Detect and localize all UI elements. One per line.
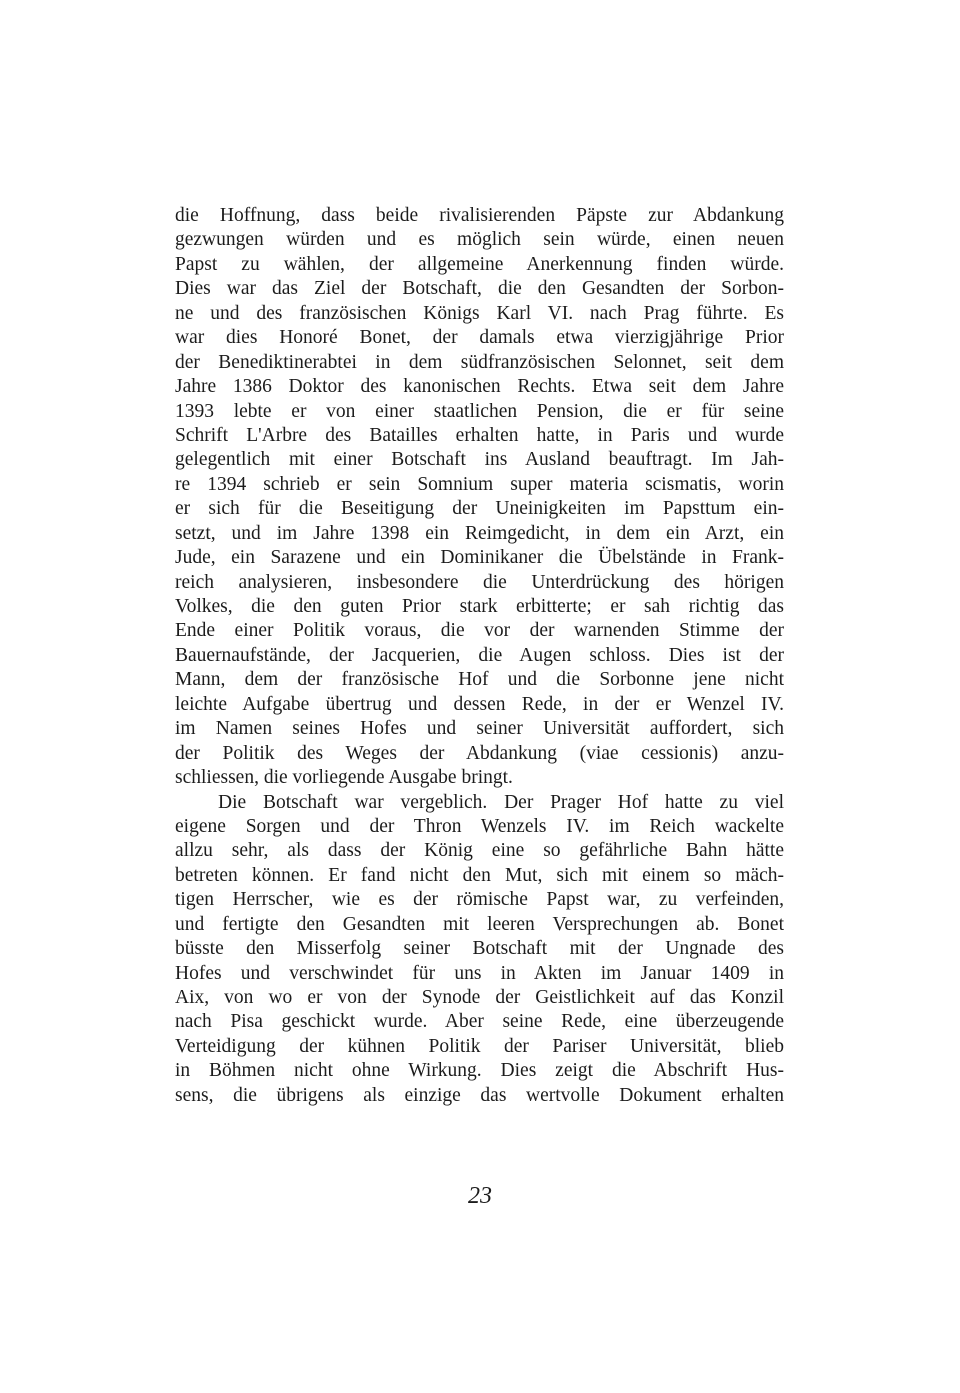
paragraph (175, 791, 784, 1109)
paragraph (175, 204, 784, 791)
text-line: Hofes und verschwindet für uns in Akten im Januar 1409 in (175, 962, 784, 984)
text-line: Ende einer Politik voraus, die vor der warnenden Stimme der (175, 620, 784, 642)
text-line: schliessen, die vorliegende Ausgabe bringt. (175, 767, 513, 789)
text-line: gelegentlich mit einer Botschaft ins Ausland beauftragt. Im Jah- (175, 449, 784, 471)
text-line: sens, die übrigens als einzige das wertvolle Dokument erhalten (175, 1084, 784, 1106)
text-line: büsste den Misserfolg seiner Botschaft mit der Ungnade des (175, 938, 784, 960)
text-line: Bauernaufstände, der Jacquerien, die Augen schloss. Dies ist der (175, 644, 784, 666)
text-line: war dies Honoré Bonet, der damals etwa vierzigjährige Prior (175, 327, 784, 349)
text-line: setzt, und im Jahre 1398 ein Reimgedicht, in dem ein Arzt, ein (175, 522, 784, 544)
text-line: allzu sehr, als dass der König eine so gefährliche Bahn hätte (175, 840, 784, 862)
text-line: der Politik des Weges der Abdankung (viae cessionis) anzu- (175, 742, 784, 764)
text-line: Jude, ein Sarazene und ein Dominikaner die Übelstände in Frank- (175, 547, 784, 569)
body-text (175, 204, 784, 1108)
page-number: 23 (468, 1183, 492, 1209)
text-line: Mann, dem der französische Hof und die Sorbonne jene nicht (175, 669, 784, 691)
text-line: Papst zu wählen, der allgemeine Anerkennung finden würde. (175, 253, 784, 275)
text-line: in Böhmen nicht ohne Wirkung. Dies zeigt die Abschrift Hus- (175, 1060, 784, 1082)
text-line: nach Pisa geschickt wurde. Aber seine Rede, eine überzeugende (175, 1011, 784, 1033)
text-line: Dies war das Ziel der Botschaft, die den Gesandten der Sorbon- (175, 278, 784, 300)
text-line: Volkes, die den guten Prior stark erbitterte; er sah richtig das (175, 596, 784, 617)
text-line: re 1394 schrieb er sein Somnium super materia scismatis, worin (175, 473, 784, 495)
text-line: ne und des französischen Königs Karl VI. nach Prag führte. Es (175, 302, 784, 324)
text-line: er sich für die Beseitigung der Uneinigkeiten im Papsttum ein- (175, 498, 784, 520)
text-line: Schrift L'Arbre des Batailles erhalten hatte, in Paris und wurde (175, 424, 784, 446)
text-line: Verteidigung der kühnen Politik der Pariser Universität, blieb (175, 1035, 784, 1057)
text-line: leichte Aufgabe übertrug und dessen Rede, in der er Wenzel IV. (175, 693, 784, 715)
text-line: tigen Herrscher, wie es der römische Papst war, zu verfeinden, (175, 889, 784, 911)
text-line: betreten können. Er fand nicht den Mut, sich mit einem so mäch- (175, 864, 784, 886)
text-line: Aix, von wo er von der Synode der Geistlichkeit auf das Konzil (175, 987, 784, 1008)
text-line: die Hoffnung, dass beide rivalisierenden Päpste zur Abdankung (175, 205, 784, 226)
text-line: der Benediktinerabtei in dem südfranzösischen Selonnet, seit dem (175, 351, 784, 373)
text-line: gezwungen würden und es möglich sein würde, einen neuen (175, 229, 784, 251)
text-line: 1393 lebte er von einer staatlichen Pension, die er für seine (175, 400, 784, 422)
text-line: Die Botschaft war vergeblich. Der Prager Hof hatte zu viel (218, 791, 784, 813)
text-line: im Namen seines Hofes und seiner Universität auffordert, sich (175, 718, 784, 740)
text-line: und fertigte den Gesandten mit leeren Versprechungen ab. Bonet (175, 913, 784, 935)
text-line: reich analysieren, insbesondere die Unterdrückung des hörigen (175, 571, 784, 593)
text-line: eigene Sorgen und der Thron Wenzels IV. im Reich wackelte (175, 815, 784, 837)
text-line: Jahre 1386 Doktor des kanonischen Rechts. Etwa seit dem Jahre (175, 376, 784, 398)
